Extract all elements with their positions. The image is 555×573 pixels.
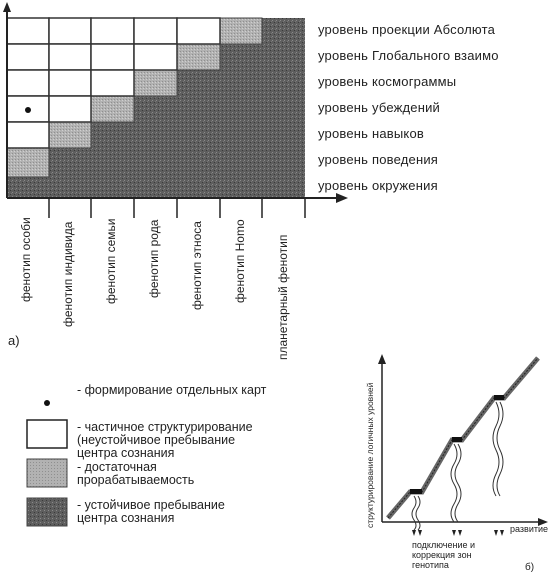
legend-text-light: - достаточная прорабатываемость — [77, 460, 195, 487]
legend-text-dot: - формирование отдельных карт — [77, 383, 267, 397]
level-label: уровень убеждений — [318, 100, 441, 115]
caption: подключение и коррекция зон генотипа — [412, 540, 475, 570]
figure-label-a: а) — [8, 333, 20, 348]
level-label: уровень Глобального взаимо — [318, 48, 499, 63]
y-axis-label: структурирование логичных уровней — [365, 382, 375, 528]
phenotype-label: планетарный фенотип — [276, 234, 290, 360]
phenotype-label: фенотип особи — [19, 217, 33, 302]
level-label: уровень космограммы — [318, 74, 457, 89]
x-axis-label: развитие — [510, 524, 548, 534]
phenotype-label: фенотип индивида — [61, 221, 75, 327]
legend-text-white: - частичное структурирование (неустойчивое пребывание центра сознания — [77, 420, 253, 460]
phenotype-label: фенотип Homo — [233, 219, 247, 303]
map-formation-dot — [25, 107, 31, 113]
level-label: уровень поведения — [318, 152, 439, 167]
phenotype-label: фенотип этноса — [190, 221, 204, 310]
level-label: уровень проекции Абсолюта — [318, 22, 496, 37]
legend-swatches — [24, 378, 84, 528]
level-label: уровень навыков — [318, 126, 424, 141]
development-chart — [360, 350, 555, 570]
level-label: уровень окружения — [318, 178, 438, 193]
phenotype-label: фенотип рода — [147, 219, 161, 298]
legend-text-dark: - устойчивое пребывание центра сознания — [77, 498, 225, 525]
phenotype-label: фенотип семьи — [104, 218, 118, 304]
figure-label-b: б) — [525, 562, 535, 573]
